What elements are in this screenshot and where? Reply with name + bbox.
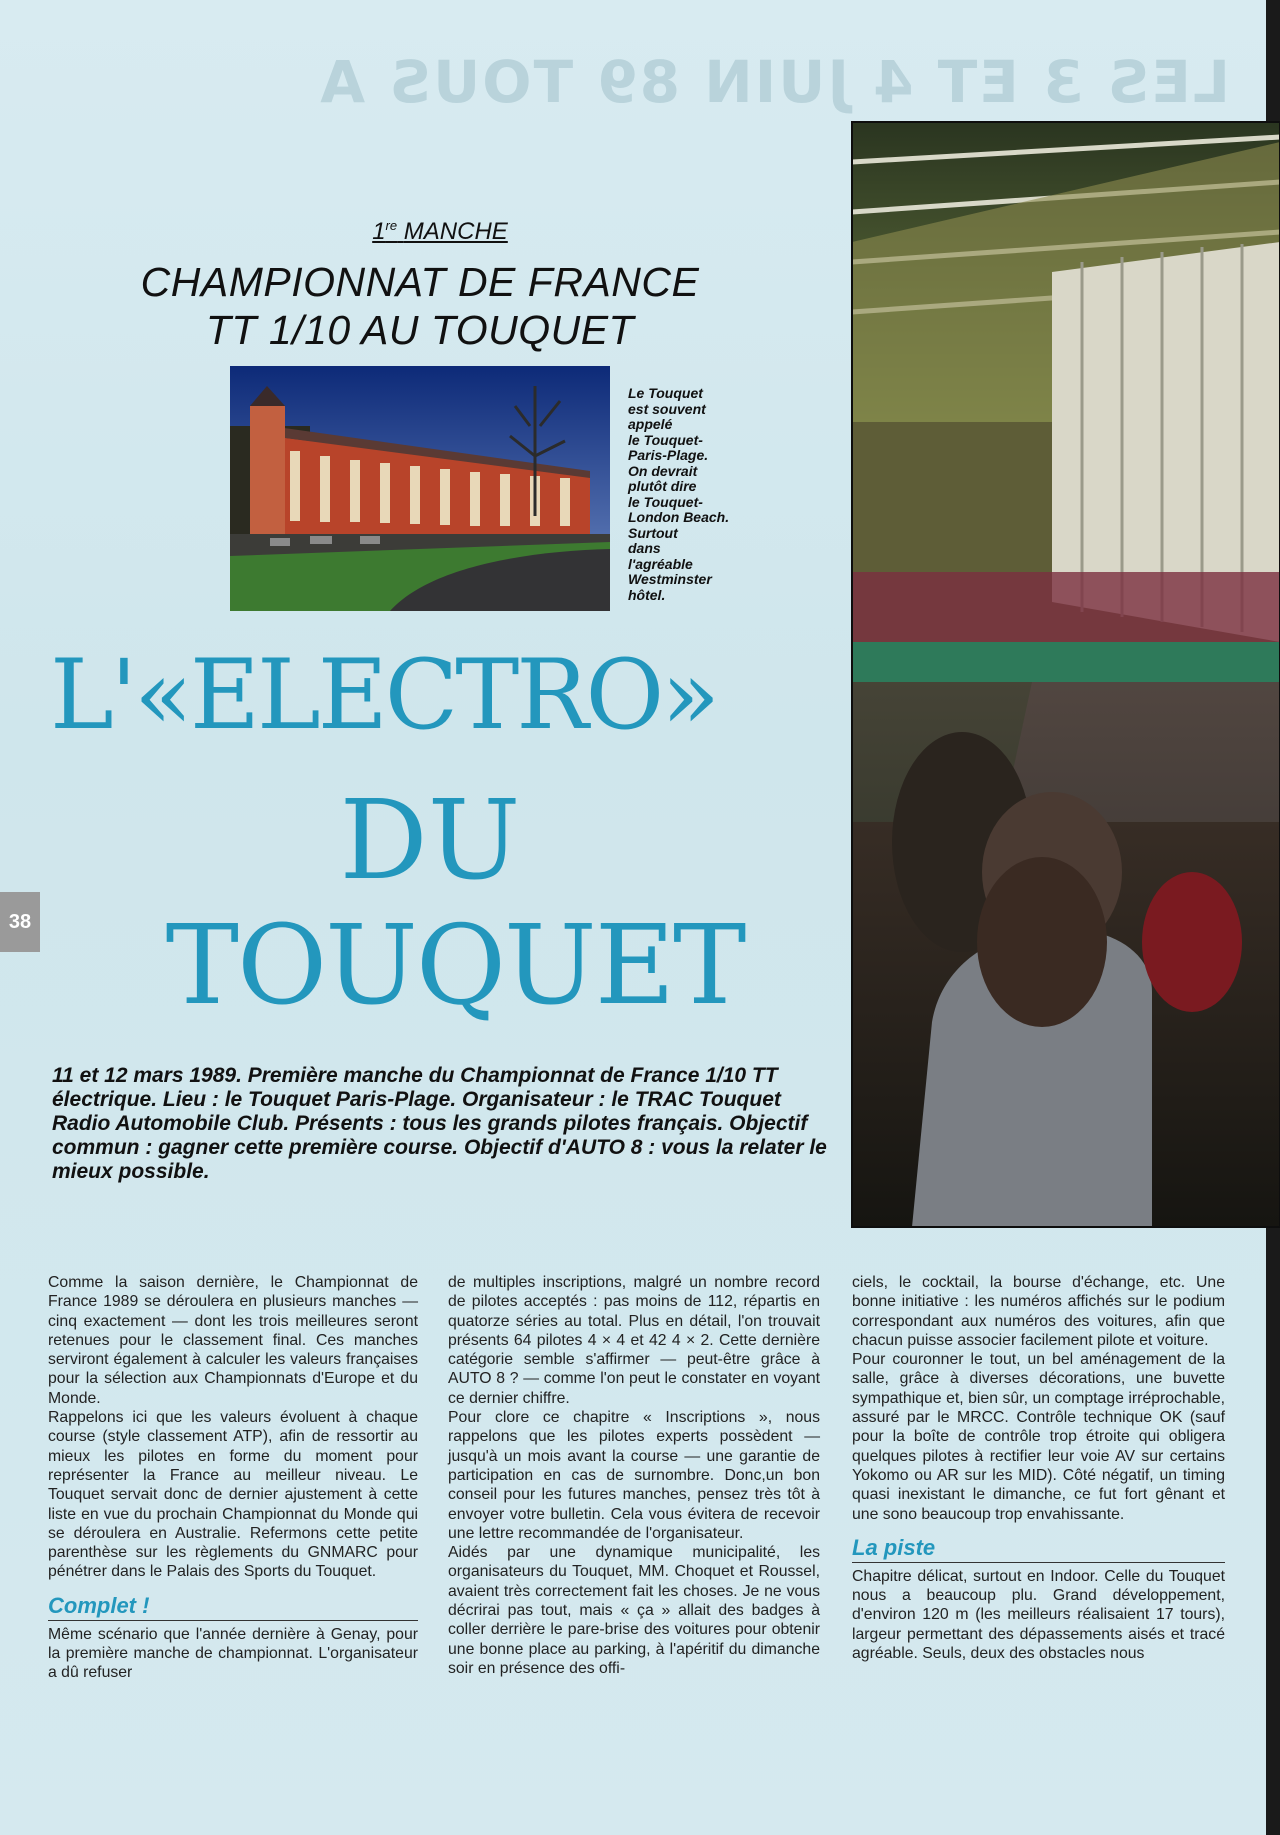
article-headline bbox=[60, 258, 780, 354]
headline-line-1: CHAMPIONNAT DE FRANCE bbox=[140, 259, 700, 305]
text-column-2 bbox=[448, 1273, 820, 1678]
hotel-photo bbox=[230, 366, 610, 611]
subheading-la-piste: La piste bbox=[852, 1534, 1225, 1563]
title-line-3: TOUQUET bbox=[165, 901, 745, 1029]
paragraph: Pour clore ce chapitre « Inscriptions », nous rappelons que les pilotes experts possèdent — jusqu'à un mois avant la course — une garantie de participation en cas de surnombre. Donc,un bon conseil pour les futures manches, pensez très tôt à envoyer votre bulletin. Cela vous évitera de recevoir une lettre recommandée de l'organisateur. bbox=[448, 1409, 820, 1542]
paragraph: de multiples inscriptions, malgré un nombre record de pilotes acceptés : pas moins de 112, répartis en quatorze séries au total. Plus en détail, l'on trouvait présents 64 pilotes 4 × 4 et 42 4 × 2. Cette dernière catégorie semble s'affirmer — peut-être grâce à AUTO 8 ? — comme l'on peut le constater en voyant ce dernier chiffre. bbox=[448, 1274, 820, 1407]
headline-line-2: TT 1/10 AU TOUQUET bbox=[205, 307, 635, 353]
paragraph: Chapitre délicat, surtout en Indoor. Celle du Touquet nous a beaucoup plu. Grand développement, d'environ 120 m (les meilleurs réalisaient 17 tours), largeur permettant des dépassements aisés et tracé agréable. Seuls, deux des obstacles nous bbox=[852, 1567, 1225, 1663]
paragraph: Même scénario que l'année dernière à Genay, pour la première manche de championnat. L'organisateur a dû refuser bbox=[48, 1625, 418, 1682]
paragraph: Rappelons ici que les valeurs évoluent à chaque course (style classement ATP), afin de ressortir au mieux les pilotes en forme du moment pour représenter la France au meilleur niveau. Le Touquet servait donc de dernier ajustement à cette liste en vue du prochain Championnat du Monde qui se déroulera en Australie. Refermons cette petite parenthèse sur les règlements du GNMARC pour pénétrer dans le Palais des Sports du Touquet. bbox=[48, 1409, 418, 1581]
lead-paragraph: 11 et 12 mars 1989. Première manche du Championnat de France 1/10 TT électrique. Lieu : le Touquet Paris-Plage. Organisateur : le TRAC Touquet Radio Automobile Club. Présents : tous les grands pilotes français. Objectif commun : gagner cette première course. Objectif d'AUTO 8 : vous la relater le mieux possible. bbox=[52, 1064, 827, 1183]
title-line-1: L'«ELECTRO» bbox=[50, 639, 717, 751]
paragraph: Comme la saison dernière, le Championnat de France 1989 se déroulera en plusieurs manches — cinq exactement — dont les trois meilleures seront retenues pour le classement final. Ces manches serviront également à calculer les valeurs françaises pour la sélection aux Championnats d'Europe et du Monde. bbox=[48, 1274, 418, 1407]
paragraph: Pour couronner le tout, un bel aménagement de la salle, grâce à diverses décorations, une buvette sympathique et, bien sûr, un comptage irréprochable, assuré par le MRCC. Contrôle technique OK (sauf pour la boîte de contrôle trop étroite qui obligera quelques pilotes à rectifier leur voie AV sur certains Yokomo ou AR sur les MID). Côté négatif, un timing quasi inexistant le dimanche, ce fut fort gênant et une sono beaucoup trop envahissante. bbox=[852, 1351, 1225, 1523]
paragraph: Aidés par une dynamique municipalité, les organisateurs du Touquet, MM. Choquet et Roussel, avaient très correctement fait les choses. Je ne vous décrirai pas tout, mais « ça » allait des badges à coller derrière le pare-brise des voitures pour obtenir une bonne place au parking, à l'apéritif du dimanche soir en présence des offi- bbox=[448, 1544, 820, 1677]
text-column-3 bbox=[852, 1273, 1225, 1663]
ghost-print-through: LES 3 ET 4 JUIN 89 TOUS A bbox=[318, 48, 1230, 116]
title-line-2: DU bbox=[339, 776, 521, 904]
photo-caption: Le Touquet est souvent appelé le Touquet- Paris-Plage. On devrait plutôt dire le Touquet- London Beach. Surtout dans l'agréable Westminster hôtel. bbox=[628, 385, 730, 603]
sports-hall-photo bbox=[852, 122, 1280, 1227]
text-column-1 bbox=[48, 1273, 418, 1683]
paragraph: ciels, le cocktail, la bourse d'échange, etc. Une bonne initiative : les numéros affichés sur le podium correspondant aux numéros des voitures, afin que chacun puisse associer facilement pilote et voiture. bbox=[852, 1274, 1225, 1349]
kicker: 1re MANCHE bbox=[372, 218, 508, 245]
page-number: 38 bbox=[0, 892, 40, 952]
subheading-complet: Complet ! bbox=[48, 1592, 418, 1621]
